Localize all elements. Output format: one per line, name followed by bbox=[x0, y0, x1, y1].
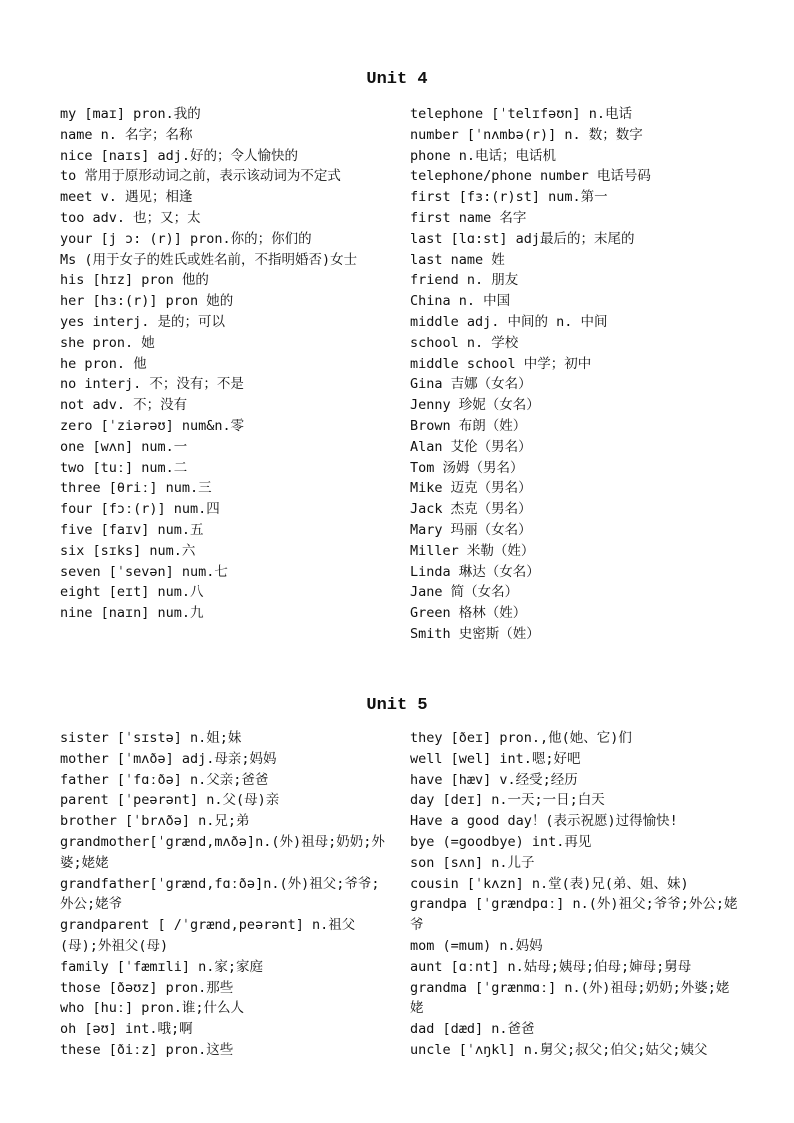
vocab-entry: parent [ˈpeərənt] n.父(母)亲 bbox=[60, 792, 280, 809]
vocab-entry: three [θriː] num.三 bbox=[60, 480, 212, 497]
vocab-entry: his [hɪz] pron 他的 bbox=[60, 272, 209, 289]
vocab-entry: aunt [ɑːnt] n.姑母;姨母;伯母;婶母;舅母 bbox=[410, 958, 692, 975]
vocab-entry: Have a good day！(表示祝愿)过得愉快! bbox=[410, 813, 678, 830]
vocab-entry: Gina 吉娜（女名） bbox=[410, 376, 532, 393]
vocab-entry: last [lɑ:st] adj最后的；末尾的 bbox=[410, 230, 635, 247]
vocab-entry: they [ðeɪ] pron.,他(她、它)们 bbox=[410, 730, 632, 746]
vocab-entry: telephone [ˈtelɪfəʊn] n.电话 bbox=[410, 106, 633, 122]
vocab-entry: family [ˈfæmɪli] n.家;家庭 bbox=[60, 958, 264, 975]
unit-5-right-column bbox=[410, 728, 740, 1061]
vocab-entry: eight [eɪt] num.八 bbox=[60, 584, 204, 601]
vocab-entry: Alan 艾伦（男名） bbox=[410, 438, 532, 455]
vocab-entry: Jane 简（女名） bbox=[410, 584, 519, 601]
vocab-entry: Tom 汤姆（男名） bbox=[410, 459, 524, 476]
vocab-entry: seven [ˈsevən] num.七 bbox=[60, 563, 228, 580]
vocab-entry: cousin [ˈkʌzn] n.堂(表)兄(弟、姐、妹) bbox=[410, 875, 689, 892]
unit-4-left-column bbox=[60, 104, 390, 624]
vocab-entry: nine [naɪn] num.九 bbox=[60, 605, 204, 622]
vocab-entry: Jenny 珍妮（女名） bbox=[410, 397, 540, 414]
vocab-entry: one [wʌn] num.一 bbox=[60, 438, 188, 455]
unit-5-left-column bbox=[60, 728, 390, 1061]
vocab-entry: she pron. 她 bbox=[60, 334, 155, 351]
vocab-entry: two [tuː] num.二 bbox=[60, 459, 188, 476]
vocab-entry: telephone/phone number 电话号码 bbox=[410, 168, 651, 185]
vocab-entry: phone n.电话；电话机 bbox=[410, 147, 557, 164]
vocab-entry: six [sɪks] num.六 bbox=[60, 542, 196, 559]
vocab-entry: Mike 迈克（男名） bbox=[410, 480, 532, 497]
vocab-entry: Brown 布朗（姓） bbox=[410, 417, 527, 434]
vocab-entry: zero [ˈziərəʊ] num&n.零 bbox=[60, 417, 245, 434]
vocab-entry: meet v. 遇见；相逢 bbox=[60, 189, 193, 206]
vocab-entry: these [ðiːz] pron.这些 bbox=[60, 1041, 234, 1058]
vocab-entry: sister [ˈsɪstə] n.姐;妹 bbox=[60, 730, 242, 746]
vocab-entry: five [faɪv] num.五 bbox=[60, 521, 204, 538]
vocab-entry: bye (=goodbye) int.再见 bbox=[410, 833, 592, 850]
vocab-entry: number [ˈnʌmbə(r)] n. 数；数字 bbox=[410, 126, 643, 143]
vocab-entry: name n. 名字；名称 bbox=[60, 126, 193, 143]
vocab-entry: middle adj. 中间的 n. 中间 bbox=[410, 313, 608, 330]
vocab-entry: grandmother[ˈgrænd,mʌðə]n.(外)祖母;奶奶;外婆;姥姥 bbox=[60, 833, 385, 871]
vocab-entry: no interj. 不；没有；不是 bbox=[60, 376, 244, 393]
vocab-entry: Smith 史密斯（姓） bbox=[410, 625, 540, 642]
vocab-entry: mom (=mum) n.妈妈 bbox=[410, 937, 543, 954]
vocab-entry: Mary 玛丽（女名） bbox=[410, 521, 532, 538]
vocab-entry: not adv. 不；没有 bbox=[60, 397, 188, 414]
vocab-entry: son [sʌn] n.儿子 bbox=[410, 854, 535, 871]
vocab-entry: to 常用于原形动词之前，表示该动词为不定式 bbox=[60, 168, 341, 185]
vocab-entry: Miller 米勒（姓） bbox=[410, 542, 535, 559]
vocab-entry: school n. 学校 bbox=[410, 334, 519, 351]
unit-4-right-column bbox=[410, 104, 740, 645]
vocab-entry: who [huː] pron.谁;什么人 bbox=[60, 1000, 245, 1017]
vocab-entry: four [fɔː(r)] num.四 bbox=[60, 501, 220, 518]
vocab-entry: those [ðəʊz] pron.那些 bbox=[60, 979, 234, 996]
vocab-entry: nice [naɪs] adj.好的；令人愉快的 bbox=[60, 147, 299, 164]
vocab-entry: well [wel] int.嗯;好吧 bbox=[410, 750, 581, 767]
vocab-entry: Jack 杰克（男名） bbox=[410, 501, 532, 518]
vocab-entry: dad [dæd] n.爸爸 bbox=[410, 1021, 535, 1038]
unit-4-title: Unit 4 bbox=[366, 70, 428, 89]
vocab-entry: middle school 中学；初中 bbox=[410, 355, 592, 372]
vocab-entry: day [deɪ] n.一天;一日;白天 bbox=[410, 792, 605, 809]
vocab-entry: oh [əʊ] int.哦;啊 bbox=[60, 1021, 193, 1038]
vocab-entry: brother [ˈbrʌðə] n.兄;弟 bbox=[60, 813, 250, 830]
vocab-entry: grandparent [ /ˈgrænd,peərənt] n.祖父(母);外祖父(母) bbox=[60, 917, 356, 954]
vocab-entry: first name 名字 bbox=[410, 209, 527, 226]
vocab-entry: too adv. 也；又；太 bbox=[60, 209, 201, 226]
vocab-entry: have [hæv] v.经受;经历 bbox=[410, 771, 578, 788]
vocab-entry: your [j ɔ: (r)] pron.你的；你们的 bbox=[60, 230, 312, 247]
vocab-entry: mother [ˈmʌðə] adj.母亲;妈妈 bbox=[60, 750, 277, 767]
vocab-entry: Linda 琳达（女名） bbox=[410, 563, 540, 580]
unit-5-title: Unit 5 bbox=[366, 696, 428, 715]
vocab-entry: Green 格林（姓） bbox=[410, 605, 527, 622]
vocab-entry: grandfather[ˈgrænd,fɑːðə]n.(外)祖父;爷爷;外公;姥爷 bbox=[60, 875, 380, 913]
vocab-entry: friend n. 朋友 bbox=[410, 272, 519, 289]
vocab-entry: first [fɜ:(r)st] num.第一 bbox=[410, 189, 608, 206]
vocab-entry: yes interj. 是的；可以 bbox=[60, 313, 226, 330]
vocab-entry: he pron. 他 bbox=[60, 355, 147, 372]
vocab-entry: last name 姓 bbox=[410, 251, 505, 268]
vocab-entry: Ms (用于女子的姓氏或姓名前，不指明婚否)女士 bbox=[60, 251, 358, 268]
vocab-entry: my [maɪ] pron.我的 bbox=[60, 106, 201, 122]
vocab-entry: her [hɜ:(r)] pron 她的 bbox=[60, 293, 234, 310]
vocab-entry: grandma [ˈgrænmɑː] n.(外)祖母;奶奶;外婆;姥姥 bbox=[410, 979, 730, 1017]
vocab-entry: uncle [ˈʌŋkl] n.舅父;叔父;伯父;姑父;姨父 bbox=[410, 1041, 708, 1058]
vocab-entry: grandpa [ˈgrændpɑː] n.(外)祖父;爷爷;外公;姥爷 bbox=[410, 896, 738, 934]
vocab-entry: father [ˈfɑːðə] n.父亲;爸爸 bbox=[60, 771, 269, 788]
vocab-entry: China n. 中国 bbox=[410, 293, 511, 310]
